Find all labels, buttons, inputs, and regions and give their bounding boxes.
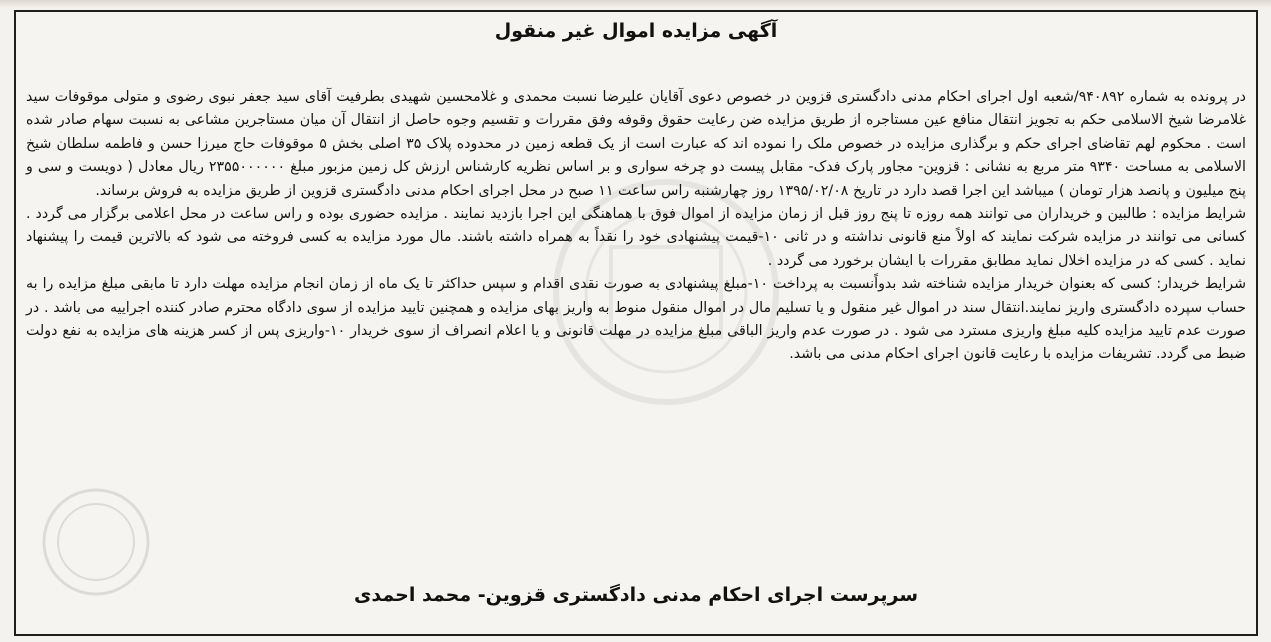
notice-body	[26, 86, 1246, 367]
paragraph-buyer-conditions: شرایط خریدار: کسی که بعنوان خریدار مزایده شناخته شد بدواًنسبت به پرداخت ۱۰-مبلغ پیشنهادی به صورت نقدی اقدام و سپس حداکثر تا یک ماه از زمان انجام مزایده مهلت دارد تا مابقی مبلغ مزایده را به حساب سپرده دادگستری واریز نمایند.انتقال سند در اموال غیر منقول و یا تسلیم مال در اموال منقول منوط به واریز بهای مزایده و همچنین تایید مزایده از سوی دادگاه محترم صادر کننده اجراییه می باشد . در صورت عدم تایید مزایده کلیه مبلغ واریزی مسترد می شود . در صورت عدم واریز الباقی مبلغ مزایده در مهلت قانونی و یا اعلام انصراف از سوی خریدار ۱۰-واریزی پس از کسر هزینه های مزایده به نفع دولت ضبط می گردد. تشریفات مزایده با رعایت قانون اجرای احکام مدنی می باشد.	[26, 276, 1246, 363]
scan-edge	[0, 0, 1271, 8]
notice-title: آگهی مزایده اموال غیر منقول	[494, 20, 778, 42]
signature-line: سرپرست اجرای احکام مدنی دادگستری قزوین- محمد احمدی	[354, 584, 918, 606]
paragraph-auction-conditions: شرایط مزایده : طالبین و خریداران می توانند همه روزه تا پنج روز قبل از زمان مزایده از اموال فوق با هماهنگی این اجرا بازدید نمایند . مزایده حضوری بوده و راس ساعت در محل اعلامی برگزار می گردد . کسانی می توانند در مزایده شرکت نمایند که اولاً منع قانونی نداشته و در ثانی ۱۰-قیمت پیشنهادی خود را نقداً به همراه داشته باشند. مال مورد مزایده به کسی فروخته می شود که بالاترین قیمت را پیشنهاد نماید . کسی که در مزایده اخلال نماید مطابق مقررات با ایشان برخورد می گردد .	[26, 206, 1246, 269]
notice-frame	[14, 10, 1258, 636]
paragraph-case-details: در پرونده به شماره ۹۴۰۸۹۲/شعبه اول اجرای احکام مدنی دادگستری قزوین در خصوص دعوی آقایان علیرضا نسبت محمدی و غلامحسین شهیدی بطرفیت آقای سید جعفر نبوی رضوی و متولی موقوفات سید غلامرضا شیخ الاسلامی حکم به تجویز انتقال منافع عین مستاجره از طریق مزایده ضن رعایت حقوق وقوفه وفق مقررات و تقسیم وجوه حاصل از انتقال آن میان مستاجرین مشاعی به نسبت سهام صادر شده است . محکوم لهم تقاضای اجرای حکم و برگذاری مزایده در خصوص ملک را نموده اند که عبارت است از یک قطعه زمین در محدوده پلاک ۳۵ اصلی بخش ۵ موقوفات حاج میرزا حسن و فاطمه سلطان شیخ الاسلامی به مساحت ۹۳۴۰ متر مربع به نشانی : قزوین- مجاور پارک فدک- مقابل پیست دو چرخه سواری و بر اساس نظریه کارشناس ارزش کل زمین مزبور مبلغ ۲۳۵۵۰۰۰۰۰۰ ریال معادل ( دویست و سی و پنج میلیون و پانصد هزار تومان ) میباشد این اجرا قصد دارد در تاریخ ۱۳۹۵/۰۲/۰۸ روز چهارشنبه راس ساعت ۱۱ صبح در محل اجرای احکام مدنی دادگستری قزوین از طریق مزایده به فروش برساند.	[26, 89, 1246, 199]
